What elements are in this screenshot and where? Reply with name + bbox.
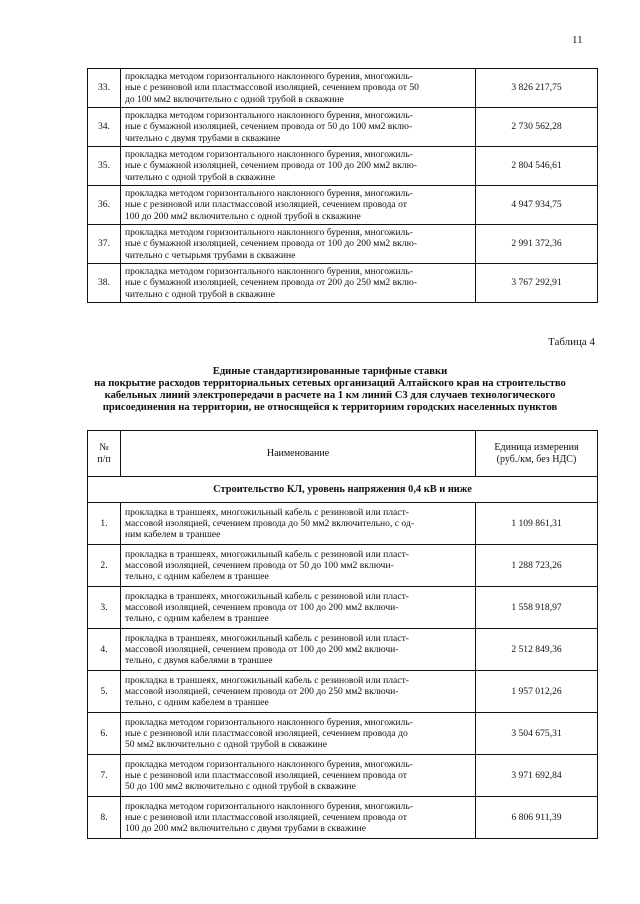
row-description xyxy=(121,629,476,671)
row-description-line: прокладка методом горизонтального наклонного бурения, многожиль- xyxy=(125,227,413,239)
row-description xyxy=(121,713,476,755)
row-description-line: ные с резиновой или пластмассовой изоляцией, сечением провода от 50 xyxy=(125,82,419,94)
main-table-body xyxy=(88,503,598,839)
row-description-line: ные с бумажной изоляцией, сечением провода от 200 до 250 мм2 вклю- xyxy=(125,277,417,289)
row-value: 1 109 861,31 xyxy=(476,503,598,545)
row-value: 3 826 217,75 xyxy=(476,69,598,108)
row-description-line: прокладка методом горизонтального наклонного бурения, многожиль- xyxy=(125,71,413,83)
table-row xyxy=(88,225,598,264)
row-description-line: чительно с четырьмя трубами в скважине xyxy=(125,249,296,261)
row-description xyxy=(121,671,476,713)
row-value: 2 512 849,36 xyxy=(476,629,598,671)
row-number: 1. xyxy=(88,503,121,545)
row-value: 1 288 723,26 xyxy=(476,545,598,587)
row-number: 2. xyxy=(88,545,121,587)
table-heading xyxy=(60,366,600,414)
row-description xyxy=(121,503,476,545)
row-description-line: прокладка методом горизонтального наклонного бурения, многожиль- xyxy=(125,266,413,278)
section-row xyxy=(88,477,598,503)
header-number-line: № xyxy=(99,441,109,453)
header-unit xyxy=(476,431,598,477)
section-title: Строительство КЛ, уровень напряжения 0,4 кВ и ниже xyxy=(88,477,598,503)
row-description-line: до 100 мм2 включительно с одной трубой в скважине xyxy=(125,93,344,105)
header-unit-line: Единица измерения xyxy=(494,441,579,453)
table-row xyxy=(88,503,598,545)
row-description-line: прокладка методом горизонтального наклонного бурения, многожиль- xyxy=(125,758,413,770)
row-description-line: прокладка в траншеях, многожильный кабель с резиновой или пласт- xyxy=(125,506,409,518)
table-header-row xyxy=(88,431,598,477)
table-row xyxy=(88,186,598,225)
row-number: 34. xyxy=(88,108,121,147)
row-description-line: прокладка методом горизонтального наклонного бурения, многожиль- xyxy=(125,188,413,200)
row-description-line: 50 мм2 включительно с одной трубой в скважине xyxy=(125,739,328,751)
row-value: 1 558 918,97 xyxy=(476,587,598,629)
row-description-line: чительно с одной трубой в скважине xyxy=(125,171,275,183)
row-description xyxy=(121,108,476,147)
row-description-line: 100 до 200 мм2 включительно с двумя трубами в скважине xyxy=(125,823,367,835)
table-caption: Таблица 4 xyxy=(548,336,596,348)
row-description xyxy=(121,186,476,225)
row-description-line: массовой изоляцией, сечением провода от 100 до 200 мм2 включи- xyxy=(125,643,399,655)
table-row xyxy=(88,629,598,671)
row-description-line: прокладка методом горизонтального наклонного бурения, многожиль- xyxy=(125,149,413,161)
row-description-line: массовой изоляцией, сечением провода до 50 мм2 включительно, с од- xyxy=(125,517,415,529)
row-description-line: массовой изоляцией, сечением провода от 50 до 100 мм2 включи- xyxy=(125,559,394,571)
row-description-line: ные с резиновой или пластмассовой изоляцией, сечением провода от xyxy=(125,199,407,211)
row-value: 3 504 675,31 xyxy=(476,713,598,755)
row-number: 8. xyxy=(88,797,121,839)
table-row xyxy=(88,264,598,303)
row-description-line: ные с бумажной изоляцией, сечением провода от 100 до 200 мм2 вклю- xyxy=(125,160,417,172)
table-row xyxy=(88,108,598,147)
row-description xyxy=(121,264,476,303)
row-number: 38. xyxy=(88,264,121,303)
row-description-line: 100 до 200 мм2 включительно с одной трубой в скважине xyxy=(125,210,361,222)
header-number-line: п/п xyxy=(97,453,111,465)
row-value: 4 947 934,75 xyxy=(476,186,598,225)
page-number: 11 xyxy=(572,34,583,46)
row-number: 3. xyxy=(88,587,121,629)
heading-line: присоединения на территории, не относящейся к территориям городских населенных пунктов xyxy=(102,402,558,413)
continued-tariff-table xyxy=(87,68,598,303)
row-description-line: тельно, с одним кабелем в траншее xyxy=(125,613,269,625)
heading-line: кабельных линий электропередачи в расчете на 1 км линий С3 для случаев технологического xyxy=(104,390,556,401)
row-description-line: ним кабелем в траншее xyxy=(125,529,221,541)
continued-table-body xyxy=(88,69,598,303)
header-number xyxy=(88,431,121,477)
row-value: 6 806 911,39 xyxy=(476,797,598,839)
row-number: 6. xyxy=(88,713,121,755)
row-value: 2 804 546,61 xyxy=(476,147,598,186)
table-row xyxy=(88,671,598,713)
row-description xyxy=(121,225,476,264)
row-description-line: массовой изоляцией, сечением провода от 100 до 200 мм2 включи- xyxy=(125,601,399,613)
row-description-line: тельно, с двумя кабелями в траншее xyxy=(125,655,273,667)
row-number: 33. xyxy=(88,69,121,108)
row-value: 1 957 012,26 xyxy=(476,671,598,713)
row-description xyxy=(121,797,476,839)
row-number: 7. xyxy=(88,755,121,797)
row-description-line: тельно, с одним кабелем в траншее xyxy=(125,697,269,709)
row-number: 37. xyxy=(88,225,121,264)
row-value: 2 991 372,36 xyxy=(476,225,598,264)
row-description-line: прокладка в траншеях, многожильный кабель с резиновой или пласт- xyxy=(125,632,409,644)
row-description-line: чительно с двумя трубами в скважине xyxy=(125,132,281,144)
row-description-line: прокладка в траншеях, многожильный кабель с резиновой или пласт- xyxy=(125,590,409,602)
row-description-line: прокладка в траншеях, многожильный кабель с резиновой или пласт- xyxy=(125,674,409,686)
row-description-line: прокладка методом горизонтального наклонного бурения, многожиль- xyxy=(125,800,413,812)
header-name: Наименование xyxy=(121,431,476,477)
row-description xyxy=(121,147,476,186)
row-description xyxy=(121,755,476,797)
row-description-line: тельно, с одним кабелем в траншее xyxy=(125,571,269,583)
row-value: 2 730 562,28 xyxy=(476,108,598,147)
row-description xyxy=(121,545,476,587)
row-description xyxy=(121,69,476,108)
row-number: 5. xyxy=(88,671,121,713)
row-description-line: массовой изоляцией, сечением провода от 200 до 250 мм2 включи- xyxy=(125,685,399,697)
table-row xyxy=(88,713,598,755)
row-value: 3 767 292,91 xyxy=(476,264,598,303)
row-number: 36. xyxy=(88,186,121,225)
row-number: 4. xyxy=(88,629,121,671)
table-row xyxy=(88,587,598,629)
table-row xyxy=(88,797,598,839)
row-description-line: ные с резиновой или пластмассовой изоляцией, сечением провода от xyxy=(125,811,407,823)
heading-line: Единые стандартизированные тарифные ставки xyxy=(212,366,448,377)
row-description-line: прокладка методом горизонтального наклонного бурения, многожиль- xyxy=(125,110,413,122)
header-unit-line: (руб./км, без НДС) xyxy=(496,453,577,465)
row-value: 3 971 692,84 xyxy=(476,755,598,797)
row-description-line: 50 до 100 мм2 включительно с одной трубой в скважине xyxy=(125,781,356,793)
row-description-line: ные с резиновой или пластмассовой изоляцией, сечением провода до xyxy=(125,727,408,739)
row-description-line: ные с бумажной изоляцией, сечением провода от 50 до 100 мм2 вклю- xyxy=(125,121,413,133)
table-row xyxy=(88,147,598,186)
table-row xyxy=(88,755,598,797)
table-row xyxy=(88,545,598,587)
row-description-line: ные с резиновой или пластмассовой изоляцией, сечением провода от xyxy=(125,769,407,781)
row-description-line: прокладка в траншеях, многожильный кабель с резиновой или пласт- xyxy=(125,548,409,560)
row-description-line: чительно с одной трубой в скважине xyxy=(125,288,275,300)
row-number: 35. xyxy=(88,147,121,186)
row-description-line: ные с бумажной изоляцией, сечением провода от 100 до 200 мм2 вклю- xyxy=(125,238,417,250)
table-row xyxy=(88,69,598,108)
heading-line: на покрытие расходов территориальных сетевых организаций Алтайского края на строительство xyxy=(94,378,566,389)
row-description-line: прокладка методом горизонтального наклонного бурения, многожиль- xyxy=(125,716,413,728)
row-description xyxy=(121,587,476,629)
tariff-table-4 xyxy=(87,430,598,839)
